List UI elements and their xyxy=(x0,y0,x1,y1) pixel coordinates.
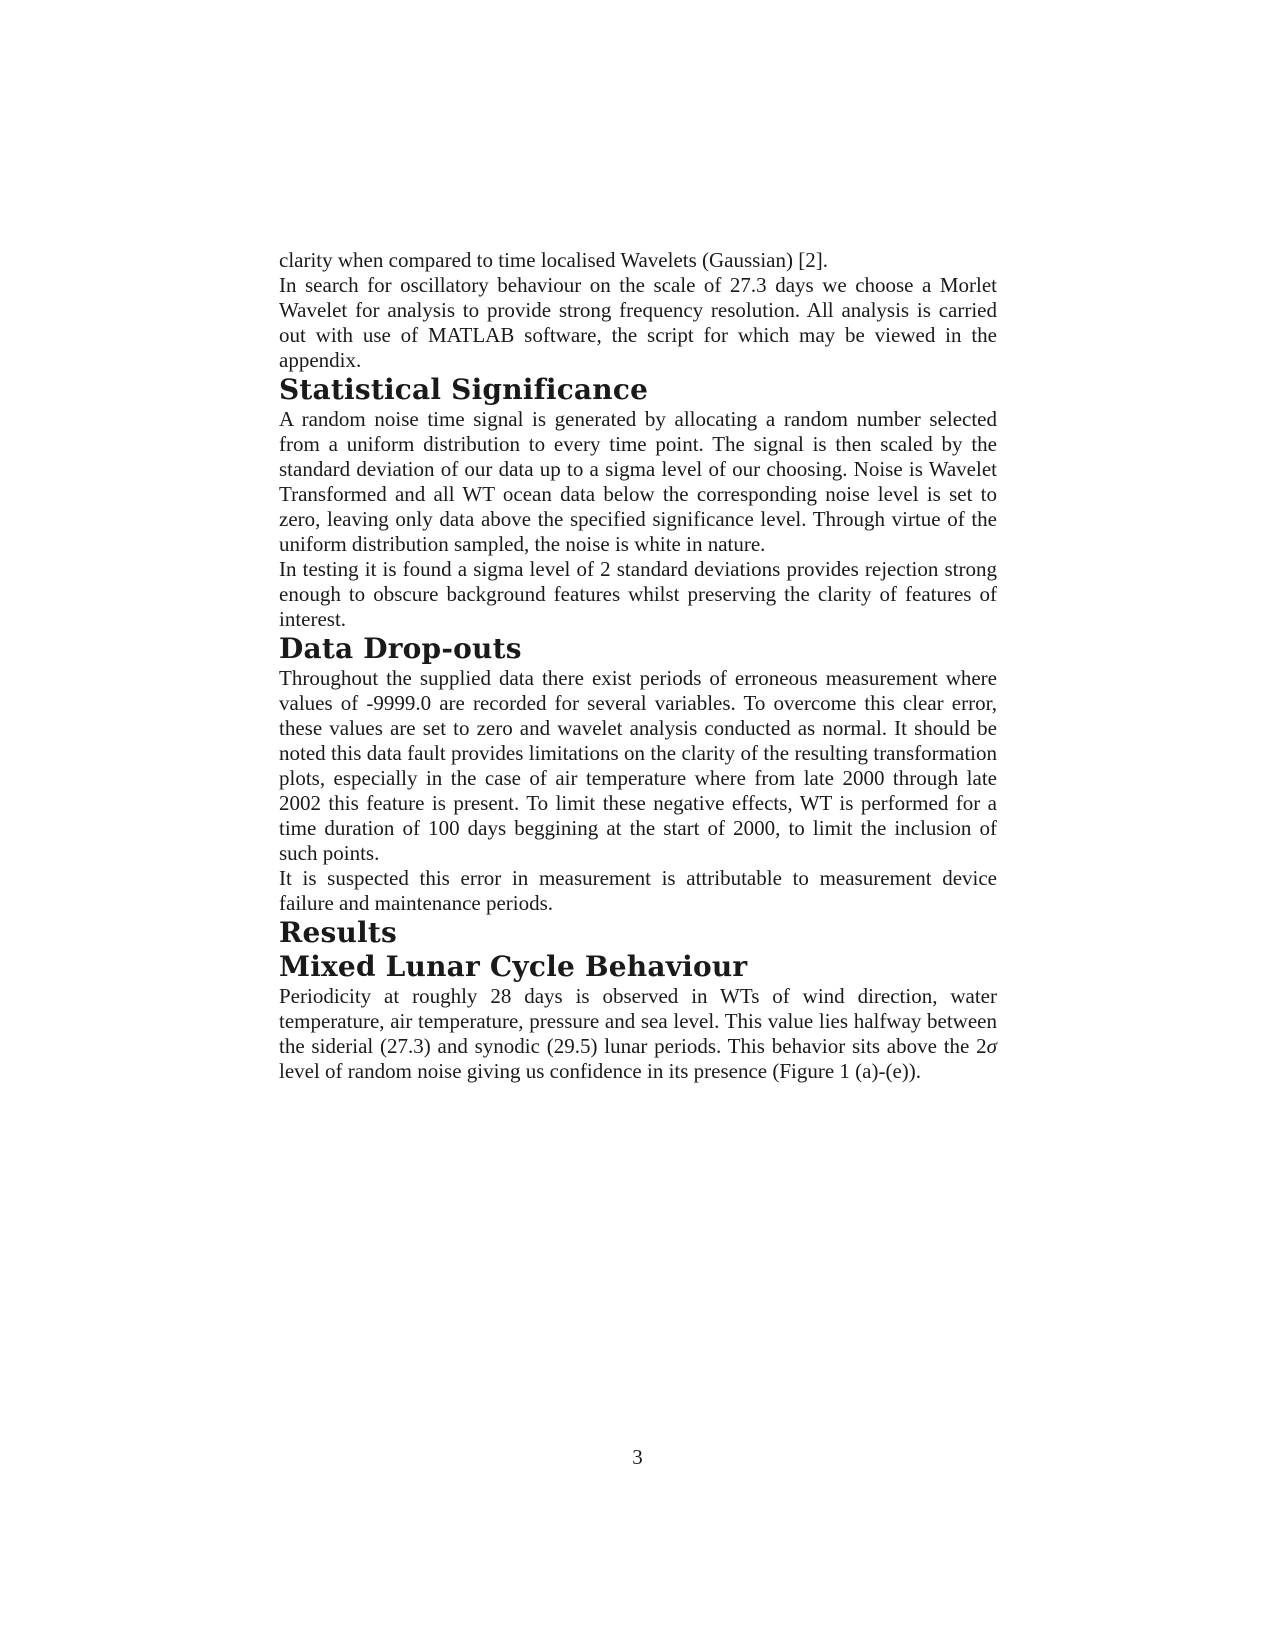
sigma-symbol: σ xyxy=(986,1034,997,1058)
page-body xyxy=(279,248,997,1084)
heading-results: Results xyxy=(279,916,397,949)
heading-data-dropouts: Data Drop-outs xyxy=(279,632,522,665)
paragraph-periodicity xyxy=(279,984,997,1084)
periodicity-text-end: level of random noise giving us confidence in its presence (Figure 1 (a)-(e)). xyxy=(279,1059,922,1083)
paragraph-device-failure: It is suspected this error in measurement is attributable to measurement device failure and maintenance periods. xyxy=(279,866,997,915)
page-number: 3 xyxy=(632,1445,643,1469)
paragraph-morlet-choice: In search for oscillatory behaviour on the scale of 27.3 days we choose a Morlet Wavelet for analysis to provide strong frequency resolution. All analysis is carried out with use of MATLAB software, the script for which may be viewed in the appendix. xyxy=(279,273,997,372)
heading-mixed-lunar-cycle: Mixed Lunar Cycle Behaviour xyxy=(279,950,748,983)
paragraph-erroneous-measurement: Throughout the supplied data there exist periods of erroneous measurement where values of -9999.0 are recorded for several variables. To overcome this clear error, these values are set to zero and wavelet analysis conducted as normal. It should be noted this data fault provides limitations on the clarity of the resulting transformation plots, especially in the case of air temperature where from late 2000 through late 2002 this feature is present. To limit these negative effects, WT is performed for a time duration of 100 days beggining at the start of 2000, to limit the inclusion of such points. xyxy=(279,666,997,865)
paragraph-sigma-level: In testing it is found a sigma level of 2 standard deviations provides rejection strong enough to obscure background features whilst preserving the clarity of features of interest. xyxy=(279,557,997,631)
periodicity-text-start: Periodicity at roughly 28 days is observed in WTs of wind direction, water temperature, air temperature, pressure and sea level. This value lies halfway between the siderial (27.3) and synodic (29.5) lunar periods. This behavior sits above the 2 xyxy=(279,984,997,1058)
paragraph-random-noise: A random noise time signal is generated by allocating a random number selected from a uniform distribution to every time point. The signal is then scaled by the standard deviation of our data up to a sigma level of our choosing. Noise is Wavelet Transformed and all WT ocean data below the corresponding noise level is set to zero, leaving only data above the specified significance level. Through virtue of the uniform distribution sampled, the noise is white in nature. xyxy=(279,407,997,556)
paragraph-wavelet-clarity: clarity when compared to time localised Wavelets (Gaussian) [2]. xyxy=(279,248,828,272)
heading-statistical-significance: Statistical Significance xyxy=(279,373,649,406)
